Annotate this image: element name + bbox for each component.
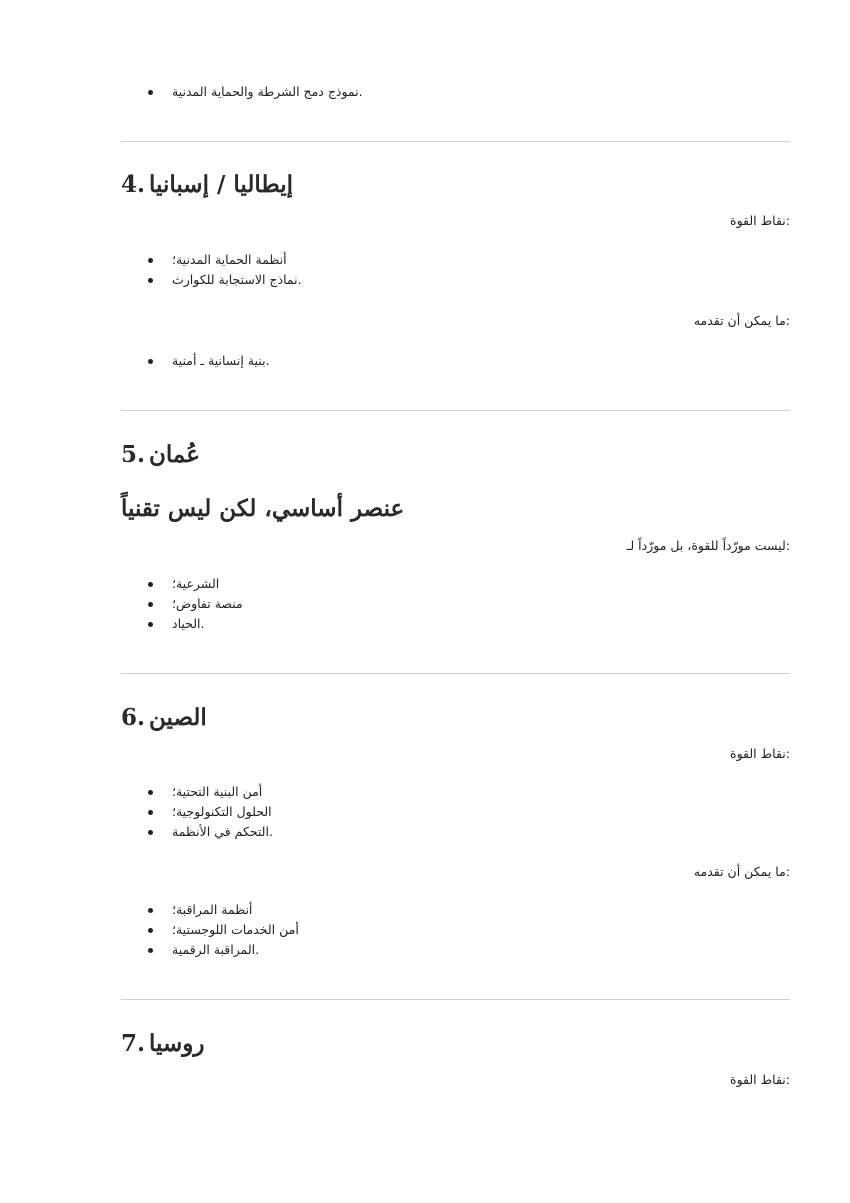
- bullet-icon: [148, 602, 153, 607]
- section-divider: [121, 141, 790, 142]
- bullet-list: [121, 82, 790, 102]
- bullet-list: [121, 351, 790, 371]
- bullet-icon: [148, 90, 153, 95]
- section-number: 6.: [121, 704, 146, 731]
- bullet-icon: [148, 928, 153, 933]
- bullet-list: [121, 250, 790, 290]
- bullet-icon: [148, 622, 153, 627]
- bullet-list: [121, 900, 790, 960]
- bullet-list: [121, 782, 790, 842]
- list-item: أنظمة المراقبة؛: [121, 900, 790, 920]
- bullet-icon: [148, 810, 153, 815]
- section-title: إيطاليا / إسبانيا: [149, 171, 293, 198]
- bullet-list: [121, 574, 790, 634]
- bullet-icon: [148, 359, 153, 364]
- list-item: نموذج دمج الشرطة والحماية المدنية.: [121, 82, 790, 102]
- list-item: نماذج الاستجابة للكوارث.: [121, 270, 790, 290]
- strengths-label: نقاط القوة:: [730, 1072, 790, 1087]
- section-divider: [121, 673, 790, 674]
- strengths-label: نقاط القوة:: [730, 746, 790, 761]
- section-title: عُمان: [149, 441, 200, 468]
- list-item: منصة تفاوض؛: [121, 594, 790, 614]
- offer-label: ما يمكن أن تقدمه:: [693, 313, 790, 328]
- list-item: أنظمة الحماية المدنية؛: [121, 250, 790, 270]
- section-number: 5.: [121, 441, 146, 468]
- list-item: بنية إنسانية ـ أمنية.: [121, 351, 790, 371]
- section-number: 4.: [121, 171, 146, 198]
- bullet-icon: [148, 278, 153, 283]
- section-heading: [121, 703, 790, 733]
- section-title: الصين: [149, 704, 207, 731]
- document-body: [121, 0, 790, 1203]
- list-item: أمن الخدمات اللوجستية؛: [121, 920, 790, 940]
- section-divider: [121, 999, 790, 1000]
- bullet-icon: [148, 908, 153, 913]
- section-title: روسيا: [149, 1030, 205, 1057]
- section-heading: [121, 170, 790, 200]
- list-item: الشرعية؛: [121, 574, 790, 594]
- list-item: أمن البنية التحتية؛: [121, 782, 790, 802]
- list-item: التحكم في الأنظمة.: [121, 822, 790, 842]
- bullet-icon: [148, 830, 153, 835]
- section-heading: [121, 1029, 790, 1059]
- list-item: الحياد.: [121, 614, 790, 634]
- intro-label: ليست مورّداً للقوة، بل مورّداً لـ:: [626, 538, 790, 553]
- section-divider: [121, 410, 790, 411]
- offer-label: ما يمكن أن تقدمه:: [693, 864, 790, 879]
- bullet-icon: [148, 582, 153, 587]
- bullet-icon: [148, 948, 153, 953]
- bullet-icon: [148, 258, 153, 263]
- list-item: الحلول التكنولوجية؛: [121, 802, 790, 822]
- section-heading: [121, 440, 790, 470]
- section-subtitle: عنصر أساسي، لكن ليس تقنياً: [121, 495, 405, 522]
- strengths-label: نقاط القوة:: [730, 213, 790, 228]
- section-number: 7.: [121, 1030, 146, 1057]
- list-item: المراقبة الرقمية.: [121, 940, 790, 960]
- bullet-icon: [148, 790, 153, 795]
